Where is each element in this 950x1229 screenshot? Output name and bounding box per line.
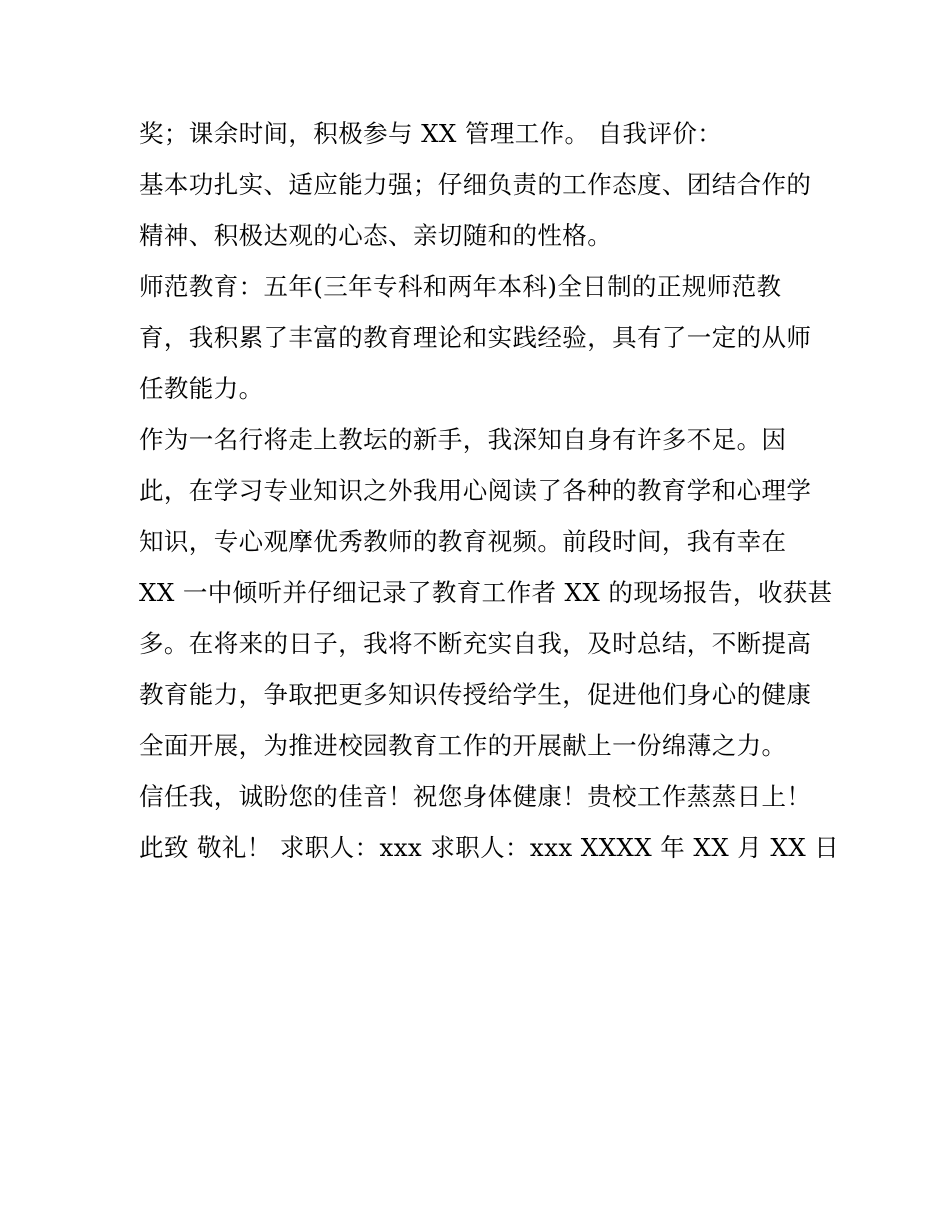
text-line: 任教能力。 (139, 374, 264, 403)
text-line: 多。在将来的日子，我将不断充实自我，及时总结，不断提高 (139, 629, 812, 658)
text-line: 奖；课余时间，积极参与 XX 管理工作。 自我评价： (139, 119, 723, 148)
letter-body (139, 108, 840, 873)
text-line: 信任我，诚盼您的佳音！祝您身体健康！贵校工作蒸蒸日上！ (139, 782, 812, 811)
text-line: 全面开展，为推进校园教育工作的开展献上一份绵薄之力。 (139, 731, 787, 760)
text-line: 精神、积极达观的心态、亲切随和的性格。 (139, 221, 613, 250)
text-line: 知识，专心观摩优秀教师的教育视频。前段时间，我有幸在 (139, 527, 787, 556)
text-line: 基本功扎实、适应能力强；仔细负责的工作态度、团结合作的 (139, 170, 812, 199)
text-line: 教育能力，争取把更多知识传授给学生，促进他们身心的健康 (139, 680, 812, 709)
text-line: 育，我积累了丰富的教育理论和实践经验，具有了一定的从师 (139, 323, 812, 352)
text-line: XX 一中倾听并仔细记录了教育工作者 XX 的现场报告，收获甚 (139, 578, 833, 607)
signature-line: 此致 敬礼！ 求职人：xxx 求职人：xxx XXXX 年 XX 月 XX 日 (139, 833, 840, 862)
text-line: 作为一名行将走上教坛的新手，我深知自身有许多不足。因 (139, 425, 787, 454)
text-line: 此，在学习专业知识之外我用心阅读了各种的教育学和心理学 (139, 476, 812, 505)
text-line: 师范教育：五年(三年专科和两年本科)全日制的正规师范教 (139, 272, 782, 301)
